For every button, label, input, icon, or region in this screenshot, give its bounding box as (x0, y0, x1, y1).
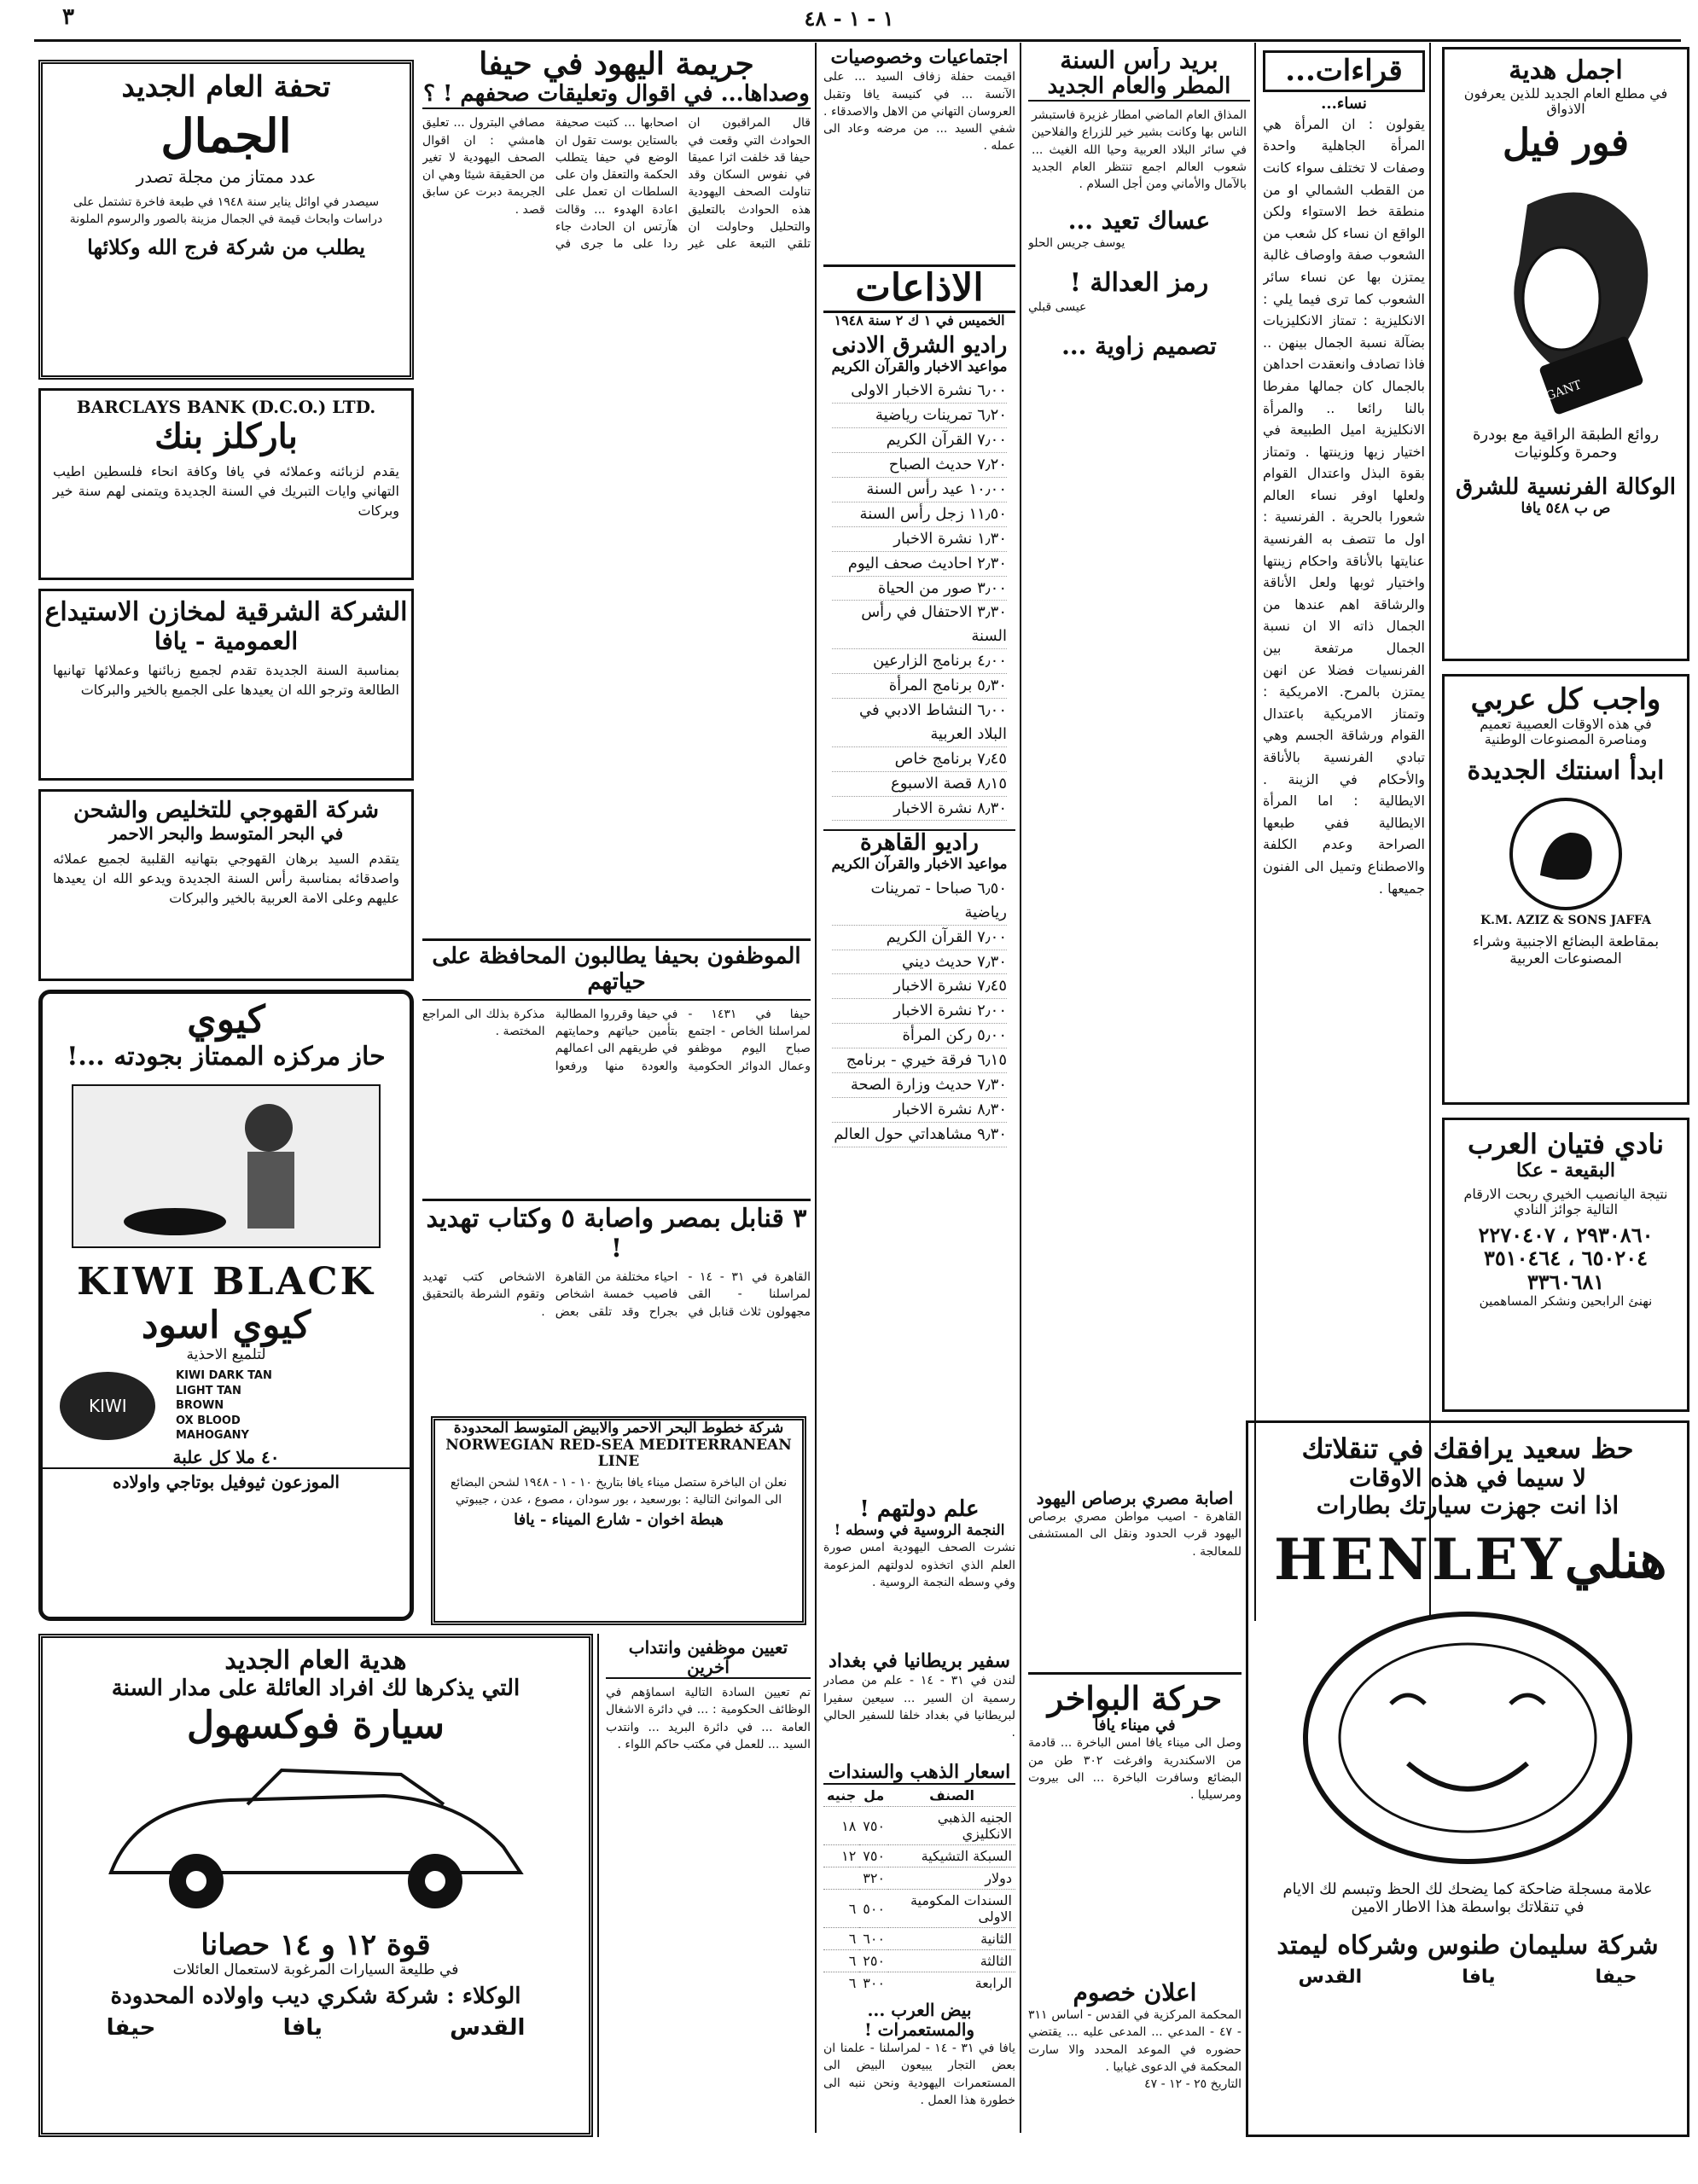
table-row (823, 1950, 1015, 1972)
readings-column (1263, 47, 1425, 1412)
table-cell: السندات المكومية الاولى (888, 1890, 1015, 1928)
shade-item: LIGHT TAN (176, 1384, 241, 1397)
kiwi-polish-ad (38, 990, 414, 1621)
distributor: الموزعون ثيوفيل بوتاجي واولاده (43, 1467, 410, 1492)
schedule-entry: ٧٫٤٥ نشرة الاخبار (832, 974, 1007, 999)
article-body: القاهرة في ٣١ - ١٤ - لمراسلنا - القى مجهولون ثلاث قنابل في احياء مختلفة من القاهرة فاصيب خمسة اشخاص بجراح وقد تلقى بعض الاشخاص كتب تهديد وتقوم الشرطة بالتحقيق . (422, 1270, 811, 1319)
ad-headline-1: حظ سعيد يرافقك في تنقلاتك (1301, 1432, 1634, 1465)
notice-date: التاريخ ٢٥ - ١٢ - ٤٧ (1144, 2077, 1242, 2092)
article-title: بيض العرب ... والمستعمرات ! (864, 2001, 975, 2040)
station-schedule (832, 379, 1007, 821)
table-row (823, 1807, 1015, 1845)
city: حيفا (106, 2014, 156, 2041)
city: يافا (282, 2014, 323, 2041)
article-body: قال المراقبون ان الحوادث التي وقعت في حيفا قد خلفت اثرا عميقا في نفوس السكان وقد تناولت الصحف اليهودية هذه الحوادث بالتعليق والتحليل وحاولت ان تلقي التبعة على غير اصحابها ... كتبت صحيفة بالستاين بوست تقول ان الوضع في حيفا يتطلب الحكمة والتعقل وان على السلطات ان تعمل على اعادة الهدوء ... وقالت هآرتس ان الحادث جاء ردا على ما جرى في مصافي البترول ... تعليق هامشي : ان اقوال الصحف اليهودية لا تغير من الحقيقة شيئا وهي ان الجريمة دبرت عن سابق قصد . (422, 116, 811, 252)
section-title: اجتماعيات وخصوصيات (830, 47, 1009, 68)
ad-title-latin: NORWEGIAN RED-SEA MEDITERRANEAN LINE (445, 1436, 792, 1471)
poem-author: يوسف جريس الحلو (1028, 235, 1125, 250)
appointments-article (606, 1638, 811, 2137)
schedule-entry: ٦٫٠٠ النشاط الادبي في البلاد العربية (832, 699, 1007, 747)
table-cell: ٦ (823, 1972, 859, 1992)
table-row (823, 1972, 1015, 1992)
table-cell: ٦ (823, 1950, 859, 1972)
schedule-entry: ٥٫٣٠ برنامج المرأة (832, 674, 1007, 699)
article-title: حركة البواخر (1028, 1672, 1242, 1717)
schedule-entry: ٢٫٣٠ احاديث صحف اليوم (832, 552, 1007, 577)
brand-arabic: هنلي (1564, 1530, 1667, 1590)
price: ٤٠ ملا كل علبة (172, 1446, 280, 1467)
baghdad-ambassador-article (823, 1651, 1015, 1753)
aziz-ad (1442, 674, 1689, 1105)
eggs-notice (823, 2001, 1015, 2137)
ad-subtitle: البقيعة - عكا (1515, 1159, 1616, 1182)
article-title: جريمة اليهود في حيفا (479, 47, 754, 82)
table-cell: ٣٠٠ (859, 1972, 888, 1992)
barclays-ad (38, 388, 414, 580)
city-list (43, 2015, 589, 2041)
station-name: راديو الشرق الادنى (831, 332, 1008, 358)
radio-schedule (823, 264, 1015, 1493)
article-body: لندن في ٣١ - ١٤ - علم من مصادر رسمية ان السير ... سيعين سفيرا لبريطانيا في بغداد خلفا للسفير الحالي . (823, 1674, 1015, 1740)
storage-company-ad (38, 589, 414, 781)
article-body: حيفا في ١٤٣١ - لمراسلنا الخاص - اجتمع صباح اليوم موظفو وعمال الدوائر الحكومية في حيفا وقرروا المطالبة بتأمين حياتهم وحمايتهم في طريقهم الى اعمالهم والعودة منها ورفعوا مذكرة بذلك الى المراجع المختصة . (422, 1007, 811, 1073)
car-illustration (77, 1753, 555, 1924)
ad-text: نتيجة اليانصيب الخيري ربحت الارقام التالية جوائز النادي (1463, 1186, 1668, 1218)
ad-title: اجمل هدية (1509, 55, 1623, 85)
table-row (823, 1928, 1015, 1950)
ad-cta: ابدأ اسنتك الجديدة (1467, 755, 1665, 786)
winning-numbers-2: ٦٥٠٢٠٤ ، ٣٥١٠٤٦٤ (1483, 1246, 1649, 1271)
broadcast-date: الخميس في ١ ك ٢ سنة ١٩٤٨ (834, 311, 1005, 328)
ad-subtitle: في هذه الاوقات العصيبة تعميم ومناصرة المصنوعات الوطنية (1480, 716, 1652, 748)
brand-label: K.M. AZIZ & SONS JAFFA (1480, 914, 1652, 928)
table-cell: ٧٥٠ (859, 1845, 888, 1867)
article-title: اعلان خصوم (1073, 1979, 1197, 2007)
norwegian-line-ad (431, 1416, 806, 1625)
city: حيفا (1595, 1966, 1637, 1988)
station-name: راديو القاهرة (823, 829, 1015, 857)
ad-note: نهنئ الرابحين ونشكر المساهمين (1479, 1292, 1653, 1309)
agent: الوكلاء : شركة شكري ديب واولاده المحدودة (110, 1983, 521, 2009)
bank-name-arabic: باركلز بنك (154, 416, 298, 456)
table-row (823, 1845, 1015, 1867)
henley-tyres-ad (1246, 1420, 1689, 2137)
club-lottery-ad (1442, 1118, 1689, 1412)
station-subtitle: مواعيد الاخبار والقرآن الكريم (831, 856, 1008, 874)
lion-emblem-icon (1506, 794, 1625, 914)
schedule-entry: ٨٫٣٠ نشرة الاخبار (832, 1098, 1007, 1123)
article-body: نشرت الصحف اليهودية امس صورة العلم الذي اتخذوه لدولتهم المزعومة وفي وسطه النجمة الروسية . (823, 1541, 1015, 1590)
schedule-entry: ٦٫٥٠ صباحا - تمرينات رياضية (832, 877, 1007, 926)
ad-title: الشركة الشرقية لمخازن الاستيداع (44, 597, 408, 627)
po-box: ص ب ٥٤٨ يافا (1521, 500, 1611, 518)
shade-item: MAHOGANY (176, 1429, 249, 1443)
article-subtitle: النجمة الروسية في وسطه ! (834, 1521, 1005, 1539)
table-cell: ٢٥٠ (859, 1950, 888, 1972)
table-header: مل (859, 1785, 888, 1807)
poem-title: عساك تعيد ... (1067, 206, 1211, 235)
agent: الوكالة الفرنسية للشرق (1456, 474, 1676, 501)
section-subtitle: نساء... (1321, 95, 1367, 113)
magazine-name: الجمال (160, 108, 292, 164)
article-title: تعيين موظفين وانتداب آخرين (606, 1638, 811, 1679)
social-news (823, 47, 1015, 256)
ad-text: يقدم لزبائنه وعملائه في يافا وكافة انحاء فلسطين اطيب التهاني وايات التبريك في السنة الجديدة ويتمنى لهم سنة خير وبركات (53, 463, 399, 520)
ad-subtitle: لتلميع الاحذية (186, 1346, 266, 1364)
agent: شركة سليمان طنوس وشركاه ليمتد (1276, 1931, 1659, 1961)
ad-subtitle: في البحر المتوسط والبحر الاحمر (108, 822, 344, 844)
shade-item: BROWN (176, 1399, 224, 1413)
agent: هبطة اخوان - شارع الميناء - يافا (514, 1511, 724, 1530)
laughing-tyre-illustration (1263, 1601, 1672, 1874)
schedule-entry: ٧٫٠٠ القرآن الكريم (832, 428, 1007, 453)
ad-headline-2: لا سيما في هذه الاوقات (1349, 1463, 1586, 1492)
egypt-bullets-article (1028, 1489, 1242, 1659)
schedule-entry: ٧٫٣٠ حديث ديني (832, 950, 1007, 975)
table-cell: دولار (888, 1867, 1015, 1890)
article-subtitle: وصداها... في اقوال وتعليقات صحفهم ! ؟ (422, 82, 811, 109)
article-body: يافا في ٣١ - ١٤ - لمراسلنا - علمنا ان بعض التجار يبيعون البيض الى المستعمرات اليهودية ونحن ننبه الى خطورة هذا العمل . (823, 2042, 1015, 2107)
ad-text: بمقاطعة البضائع الاجنبية وشراء المصنوعات العربية (1472, 933, 1660, 968)
russian-flag-article (823, 1497, 1015, 1642)
ad-text: يتقدم السيد برهان القهوجي بتهانيه القلبية لجميع عملائه واصدقائه بمناسبة رأس السنة الجديدة ويدعو الله ان يعيدها عليهم وعلى الامة العربية بالخير والبركات (53, 850, 399, 907)
haifa-employees-article (422, 938, 811, 1194)
poem-title: تصميم زاوية ... (1061, 331, 1217, 360)
ad-text: بمناسبة السنة الجديدة تقدم لجميع زبائنها وعملائها تهانيها الطالعة وترجو الله ان يعيدها على الجميع بالخير والبركات (53, 661, 399, 698)
gold-prices (823, 1762, 1015, 1992)
gold-price-table (823, 1785, 1015, 1992)
schedule-entry: ١٠٫٠٠ عيد رأس السنة (832, 478, 1007, 502)
ad-slogan: حاز مركزه الممتاز بجودته ...! (67, 1041, 386, 1072)
schedule-entry: ٧٫٣٠ حديث وزارة الصحة (832, 1073, 1007, 1098)
ad-subtitle: في مطلع العام الجديد للذين يعرفون الاذواق (1463, 84, 1668, 117)
section-subtitle: المطر والعام الجديد (1028, 74, 1250, 102)
ad-note: في طليعة السيارات المرغوبة لاستعمال العائلات (172, 1961, 459, 1979)
new-year-column (1028, 47, 1250, 1412)
brand-name: فور فيل (1503, 121, 1629, 166)
city-list (1248, 1966, 1687, 1988)
article-body: تم تعيين السادة التالية اسماؤهم في الوظائف الحكومية : ... في دائرة الاشغال العامة ... في دائرة البريد ... وانتدب السيد ... للعمل في مكتب حاكم اللواء . (606, 1686, 811, 1751)
city: يافا (1462, 1966, 1496, 1988)
bank-name-latin: BARCLAYS BANK (D.C.O.) LTD. (76, 397, 376, 417)
ad-title: واجب كل عربي (1470, 682, 1661, 717)
schedule-entry: ٨٫٣٠ نشرة الاخبار (832, 797, 1007, 822)
table-row (823, 1890, 1015, 1928)
table-cell: ٦٠٠ (859, 1928, 888, 1950)
ad-subtitle: عدد ممتاز من مجلة تصدر (136, 166, 317, 188)
schedule-entry: ٨٫١٥ قصة الاسبوع (832, 772, 1007, 797)
table-header: جنيه (823, 1785, 859, 1807)
schedule-entry: ٧٫٢٠ حديث الصباح (832, 453, 1007, 478)
table-cell: ٥٠٠ (859, 1890, 888, 1928)
article-body: المذاق العام الماضي امطار غزيرة فاستبشر الناس بها وكانت بشير خير للزراع والفلاحين في سائر البلاد العربية وحيا الله الغيث ... شعوب العالم اجمع تنتظر العام الجديد بالآمال والأماني ومن أجل السلام . (1032, 108, 1247, 192)
ad-text: علامة مسجلة ضاحكة كما يضحك لك الحظ وتبسم لك الايام في تنقلاتك بواسطة هذا الاطار الامين (1282, 1880, 1653, 1916)
brand-latin: HENLEY (1274, 1526, 1565, 1594)
car-name: سيارة فوكسهول (186, 1704, 445, 1748)
winning-numbers-1: ٢٩٣٠٨٦٠ ، ٢٢٧٠٤٠٧ (1478, 1222, 1654, 1247)
ad-text: نعلن ان الباخرة ستصل ميناء يافا بتاريخ ١٠ - ١ - ١٩٤٨ لشحن البضائع الى الموانئ التالية : بورسعيد ، بور سودان ، مصوع ، عدن ، جيبوتي (450, 1475, 788, 1507)
table-row (823, 1867, 1015, 1890)
shade-list (176, 1368, 272, 1443)
table-cell: الثالثة (888, 1950, 1015, 1972)
article-title: سفير بريطانيا في بغداد (829, 1651, 1010, 1672)
section-title: الاذاعات (823, 264, 1015, 313)
city: القدس (450, 2014, 526, 2041)
egypt-bombs-article (422, 1199, 811, 1408)
article-subtitle: في ميناء يافا (1094, 1716, 1176, 1734)
article-title: ٣ قنابل بمصر واصابة ٥ وكتاب تهديد ! (422, 1199, 811, 1263)
schedule-entry: ١١٫٥٠ زجل رأس السنة (832, 502, 1007, 527)
shade-item: KIWI DARK TAN (176, 1368, 272, 1382)
table-cell: الجنيه الذهبي الانكليزي (888, 1807, 1015, 1845)
schedule-entry: ٧٫٠٠ القرآن الكريم (832, 926, 1007, 950)
article-body: يقولون : ان المرأة هي المرأة الجاهلية واحدة وصفات لا تختلف سواء كانت من القطب الشمالي او من منطقة خط الاستواء ولكن الواقع ان نساء كل شعب من الشعوب صفة واوصاف غالبة يمتزن بها عن نساء سائر الشعوب كما ترى فيما يلي : الانكليزية : تمتاز الانكليزيات بضآلة نسبة الجمال بينهن .. فاذا تصادف وانعقدت احداهن بالجمال كان جمالها مفرطا بالنا رائعا .. والمرأة الانكليزية اميل الطبيعة في اختيار زيها وزينتها . وتمتاز بقوة البذل واعتدال القوام ولعلها اوفر نساء العالم شعورا بالحرية . الفرنسية : اول ما تتصف به الفرنسية عنايتها بالأناقة واحكام زينتها واختيار ثوبها ولعل الأناقة والرشاقة اهم عندها من الجمال ذاته الا ان نسبة الجمال مرتفعة بين الفرنسيات فضلا عن انهن يمتزن بالمرح. الامريكية : وتمتاز الامريكية باعتدال القوام ورشاقة الجسم وهي تبادي الفرنسية بالأناقة والأحكام في الزينة . الايطالية : اما المرأة الايطالية ففي طبعها الصراحة وعدم الكلفة والاصطناع وتميل الى الفنون جميعها . (1263, 115, 1425, 897)
poem-author: عيسى قبلي (1028, 299, 1087, 314)
ad-subtitle: التي يذكرها لك افراد العائلة على مدار السنة (111, 1675, 520, 1701)
schedule-entry: ٦٫٠٠ نشرة الاخبار الاولى (832, 379, 1007, 404)
station-subtitle: مواعيد الاخبار والقرآن الكريم (831, 357, 1008, 375)
table-cell: ٣٢٠ (859, 1867, 888, 1890)
page-number: ٣ (62, 5, 74, 30)
article-body: القاهرة - اصيب مواطن مصري برصاص اليهود قرب الحدود ونقل الى المستشفى للمعالجة . (1028, 1510, 1242, 1559)
table-header: الصنف (888, 1785, 1015, 1807)
schedule-entry: ١٫٣٠ نشرة الاخبار (832, 527, 1007, 552)
issue-date: ١ - ١ - ٤٨ (804, 7, 894, 31)
ad-subtitle: العمومية - يافا (154, 626, 299, 655)
poem-title: رمز العدالة ! (1069, 268, 1209, 299)
table-cell: ٦ (823, 1928, 859, 1950)
houbigant-ad (1442, 47, 1689, 661)
shipping-article (1028, 1672, 1242, 1971)
article-title: اصابة مصري برصاص اليهود (1036, 1489, 1234, 1508)
schedule-entry: ٢٫٠٠ نشرة الاخبار (832, 999, 1007, 1024)
schedule-entry: ٩٫٣٠ مشاهداتي حول العالم (832, 1123, 1007, 1147)
svg-text:KIWI: KIWI (89, 1395, 127, 1416)
article-title: علم دولتهم ! (859, 1497, 980, 1522)
legal-notice (1028, 1979, 1242, 2137)
ad-title: تحفة العام الجديد (121, 70, 331, 104)
winning-numbers-3: ٣٣٦٠٦٨١ (1526, 1269, 1605, 1295)
schedule-entry: ٣٫٠٠ صور من الحياة (832, 577, 1007, 601)
table-cell: السبكة التشيكية (888, 1845, 1015, 1867)
ad-text: روائع الطبقة الراقية مع بودرة وحمرة وكلونيات (1472, 425, 1660, 462)
ad-title: شركة القهوجي للتخليص والشحن (73, 798, 379, 823)
section-title: اسعار الذهب والسندات (823, 1762, 1015, 1785)
table-cell: ٧٥٠ (859, 1807, 888, 1845)
article-title: الموظفون بحيفا يطالبون المحافظة على حياتهم (422, 938, 811, 1001)
ad-text: سيصدر في اوائل يناير سنة ١٩٤٨ في طبعة فاخرة تشتمل على دراسات وابحاث قيمة في الجمال مزينة بالصور والرسوم الملونة (69, 195, 383, 227)
svg-text:HOUBIGANT: HOUBIGANT (1503, 378, 1584, 419)
woman-with-perfume-illustration (1451, 171, 1681, 427)
table-cell: ١٢ (823, 1845, 859, 1867)
table-cell: الرابعة (888, 1972, 1015, 1992)
shade-item: OX BLOOD (176, 1414, 241, 1427)
brand-arabic: كيوي اسود (141, 1303, 311, 1347)
article-body: المحكمة المركزية في القدس - اساس ٣١١ - ٤٧ - المدعي ... المدعى عليه ... يقتضي حضوره في الموعد المحدد والا سارت المحكمة في الدعوى غيابيا . (1028, 2008, 1242, 2075)
brand-latin: KIWI BLACK (77, 1260, 375, 1304)
schedule-entry: ٤٫٠٠ برنامج الزارعين (832, 649, 1007, 674)
table-cell: الثانية (888, 1928, 1015, 1950)
section-title: قراءات... (1263, 50, 1425, 92)
haifa-crime-article (422, 47, 811, 934)
schedule-entry: ٥٫٠٠ ركن المرأة (832, 1024, 1007, 1048)
schedule-entry: ٣٫٣٠ الاحتفال في رأس السنة (832, 601, 1007, 649)
clearance-company-ad (38, 789, 414, 981)
city: القدس (1298, 1966, 1363, 1988)
article-body: اقيمت حفلة زفاف السيد ... على الآنسة ... في كنيسة يافا وتقبل العروسان التهاني من الاهل والاصدقاء . شفي السيد ... من مرضه وعاد الى عمله . (823, 70, 1015, 154)
brand-title: كيوي (187, 998, 265, 1042)
station-schedule (832, 877, 1007, 1147)
masthead (0, 0, 1698, 43)
section-title: بريد رأس السنة (1060, 47, 1218, 74)
schedule-entry: ٦٫١٥ فرقة خيري - برنامج (832, 1048, 1007, 1073)
jamal-magazine-ad (38, 60, 414, 380)
schedule-entry: ٦٫٢٠ تمرينات رياضية (832, 404, 1007, 428)
vauxhall-ad (38, 1634, 593, 2137)
table-cell: ٦ (823, 1890, 859, 1928)
ad-cta: يطلب من شركة فرج الله وكلائها (87, 234, 365, 259)
article-body: وصل الى ميناء يافا امس الباخرة ... قادمة من الاسكندرية وافرغت ٣٠٢ طن من البضائع وسافرت الباخرة ... الى بيروت ومرسيليا . (1028, 1736, 1242, 1803)
schedule-entry: ٧٫٤٥ برنامج خاص (832, 747, 1007, 772)
shoeshine-illustration (55, 1077, 397, 1256)
horsepower: قوة ١٢ و ١٤ حصانا (201, 1927, 431, 1962)
ad-title: هدية العام الجديد (224, 1646, 407, 1676)
table-cell: ١٨ (823, 1807, 859, 1845)
ad-title: نادي فتيان العرب (1468, 1128, 1664, 1160)
polish-tin-icon (56, 1368, 159, 1444)
table-cell (823, 1867, 859, 1890)
ad-headline-3: اذا انت جهزت سيارتك بطارات (1316, 1490, 1619, 1519)
ad-title: شركة خطوط البحر الاحمر والابيض المتوسط المحدودة (453, 1420, 784, 1437)
